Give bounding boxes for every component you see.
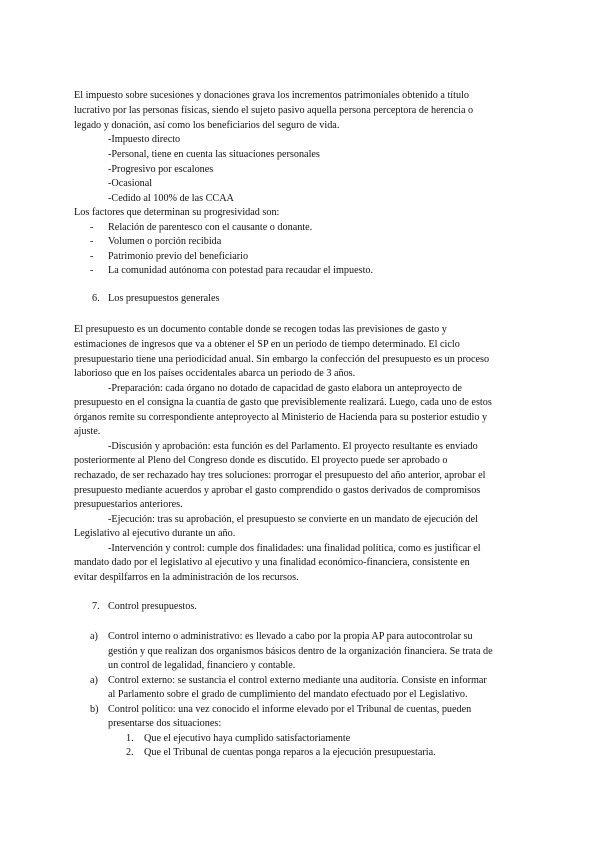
discusion-line: presupuestarios anteriores. <box>74 499 183 510</box>
section-7-number: 7. <box>92 601 100 612</box>
factor-item: Patrimonio previo del beneficiario <box>108 251 249 262</box>
feature-item: -Progresivo por escalones <box>108 164 214 175</box>
discusion-line: -Discusión y aprobación: esta función es del Parlamento. El proyecto resultante es enviado <box>108 441 478 452</box>
list-marker: a) <box>90 675 98 686</box>
intro-line: lucrativo por las personas físicas, siendo el sujeto pasivo aquella persona perceptora de herencia o <box>74 105 474 116</box>
nested-item: Que el ejecutivo haya cumplido satisfactoriamente <box>144 733 351 744</box>
nested-item: Que el Tribunal de cuentas ponga reparos a la ejecución presupuestaria. <box>144 747 436 758</box>
section-7-title: Control presupuestos. <box>108 601 197 612</box>
preparacion-line: presupuesto en el consigna la cuantía de gasto que previsiblemente realizará. Luego, cada uno de estos <box>74 397 492 408</box>
paragraph-line: estimaciones de ingresos que va a obtener el SP en un periodo de tiempo determinado. El ciclo <box>74 339 460 350</box>
factor-item: Volumen o porción recibida <box>108 236 222 247</box>
feature-item: -Cedido al 100% de las CCAA <box>108 193 234 204</box>
discusion-line: rechazado, de ser rechazado hay tres soluciones: prorrogar el presupuesto del año anterior, aprobar el <box>74 470 486 481</box>
intervencion-line: evitar despilfarros en la administración de los recursos. <box>74 572 299 583</box>
factor-item: Relación de parentesco con el causante o donante. <box>108 222 313 233</box>
feature-item: -Personal, tiene en cuenta las situaciones personales <box>108 149 320 160</box>
intro-line: legado y donación, así como los beneficiarios del seguro de vida. <box>74 120 340 131</box>
list-marker: a) <box>90 631 98 642</box>
intervencion-line: -Intervención y control: cumple dos finalidades: una finalidad política, como es justificar el <box>108 543 481 554</box>
factor-item: La comunidad autónoma con potestad para recaudar el impuesto. <box>108 265 374 276</box>
paragraph-line: laborioso que en los países occidentales abarca un periodo de 3 años. <box>74 368 356 379</box>
list-marker: b) <box>90 704 99 715</box>
list-item-line: Control externo: se sustancia el control externo mediante una auditoría. Consiste en informar <box>108 675 487 686</box>
list-item-line: Control político: una vez conocido el informe elevado por el Tribunal de cuentas, pueden <box>108 704 472 715</box>
list-item-line: gestión y que realizan dos organismos básicos dentro de la organización financiera. Se trata de <box>108 646 493 657</box>
paragraph-line: presupuestario tiene una periodicidad anual. Sin embargo la confección del presupuesto es un proceso <box>74 354 490 365</box>
feature-item: -Ocasional <box>108 178 153 189</box>
bullet-dash: - <box>90 265 94 276</box>
bullet-dash: - <box>90 222 94 233</box>
section-6-number: 6. <box>92 293 100 304</box>
discusion-line: posteriormente al Pleno del Congreso donde es discutido. El proyecto puede ser aprobado o <box>74 455 448 466</box>
list-item-line: un control de legalidad, financiero y contable. <box>108 660 296 671</box>
preparacion-line: ajuste. <box>74 426 101 437</box>
list-item-line: al Parlamento sobre el grado de cumplimiento del mandato efectuado por el Legislativo. <box>108 689 468 700</box>
section-6-title: Los presupuestos generales <box>108 293 220 304</box>
discusion-line: presupuesto mediante acuerdos y aprobar el gasto comprendido o gastos derivados de compromisos <box>74 485 481 496</box>
paragraph-line: El presupuesto es un documento contable donde se recogen todas las previsiones de gasto y <box>74 324 447 335</box>
ejecucion-line: -Ejecución: tras su aprobación, el presupuesto se convierte en un mandato de ejecución del <box>108 514 479 525</box>
intro-line: El impuesto sobre sucesiones y donaciones grava los incrementos patrimoniales obtenido a título <box>74 90 469 101</box>
nested-marker: 2. <box>126 747 134 758</box>
preparacion-line: -Preparación: cada órgano no dotado de capacidad de gasto elabora un anteproyecto de <box>108 383 462 394</box>
bullet-dash: - <box>90 251 94 262</box>
feature-item: -Impuesto directo <box>108 134 181 145</box>
bullet-dash: - <box>90 236 94 247</box>
list-item-line: Control interno o administrativo: es llevado a cabo por la propia AP para autocontrolar su <box>108 631 473 642</box>
list-item-line: presentarse dos situaciones: <box>108 718 222 729</box>
factors-title: Los factores que determinan su progresividad son: <box>74 207 280 218</box>
preparacion-line: órganos remite su correspondiente anteproyecto al Ministerio de Hacienda para su posterior estudio y <box>74 412 488 423</box>
nested-marker: 1. <box>126 733 134 744</box>
intervencion-line: mandato dado por el legislativo al ejecutivo y una finalidad económico-financiera, consistente en <box>74 557 470 568</box>
ejecucion-line: Legislativo al ejecutivo durante un año. <box>74 528 236 539</box>
